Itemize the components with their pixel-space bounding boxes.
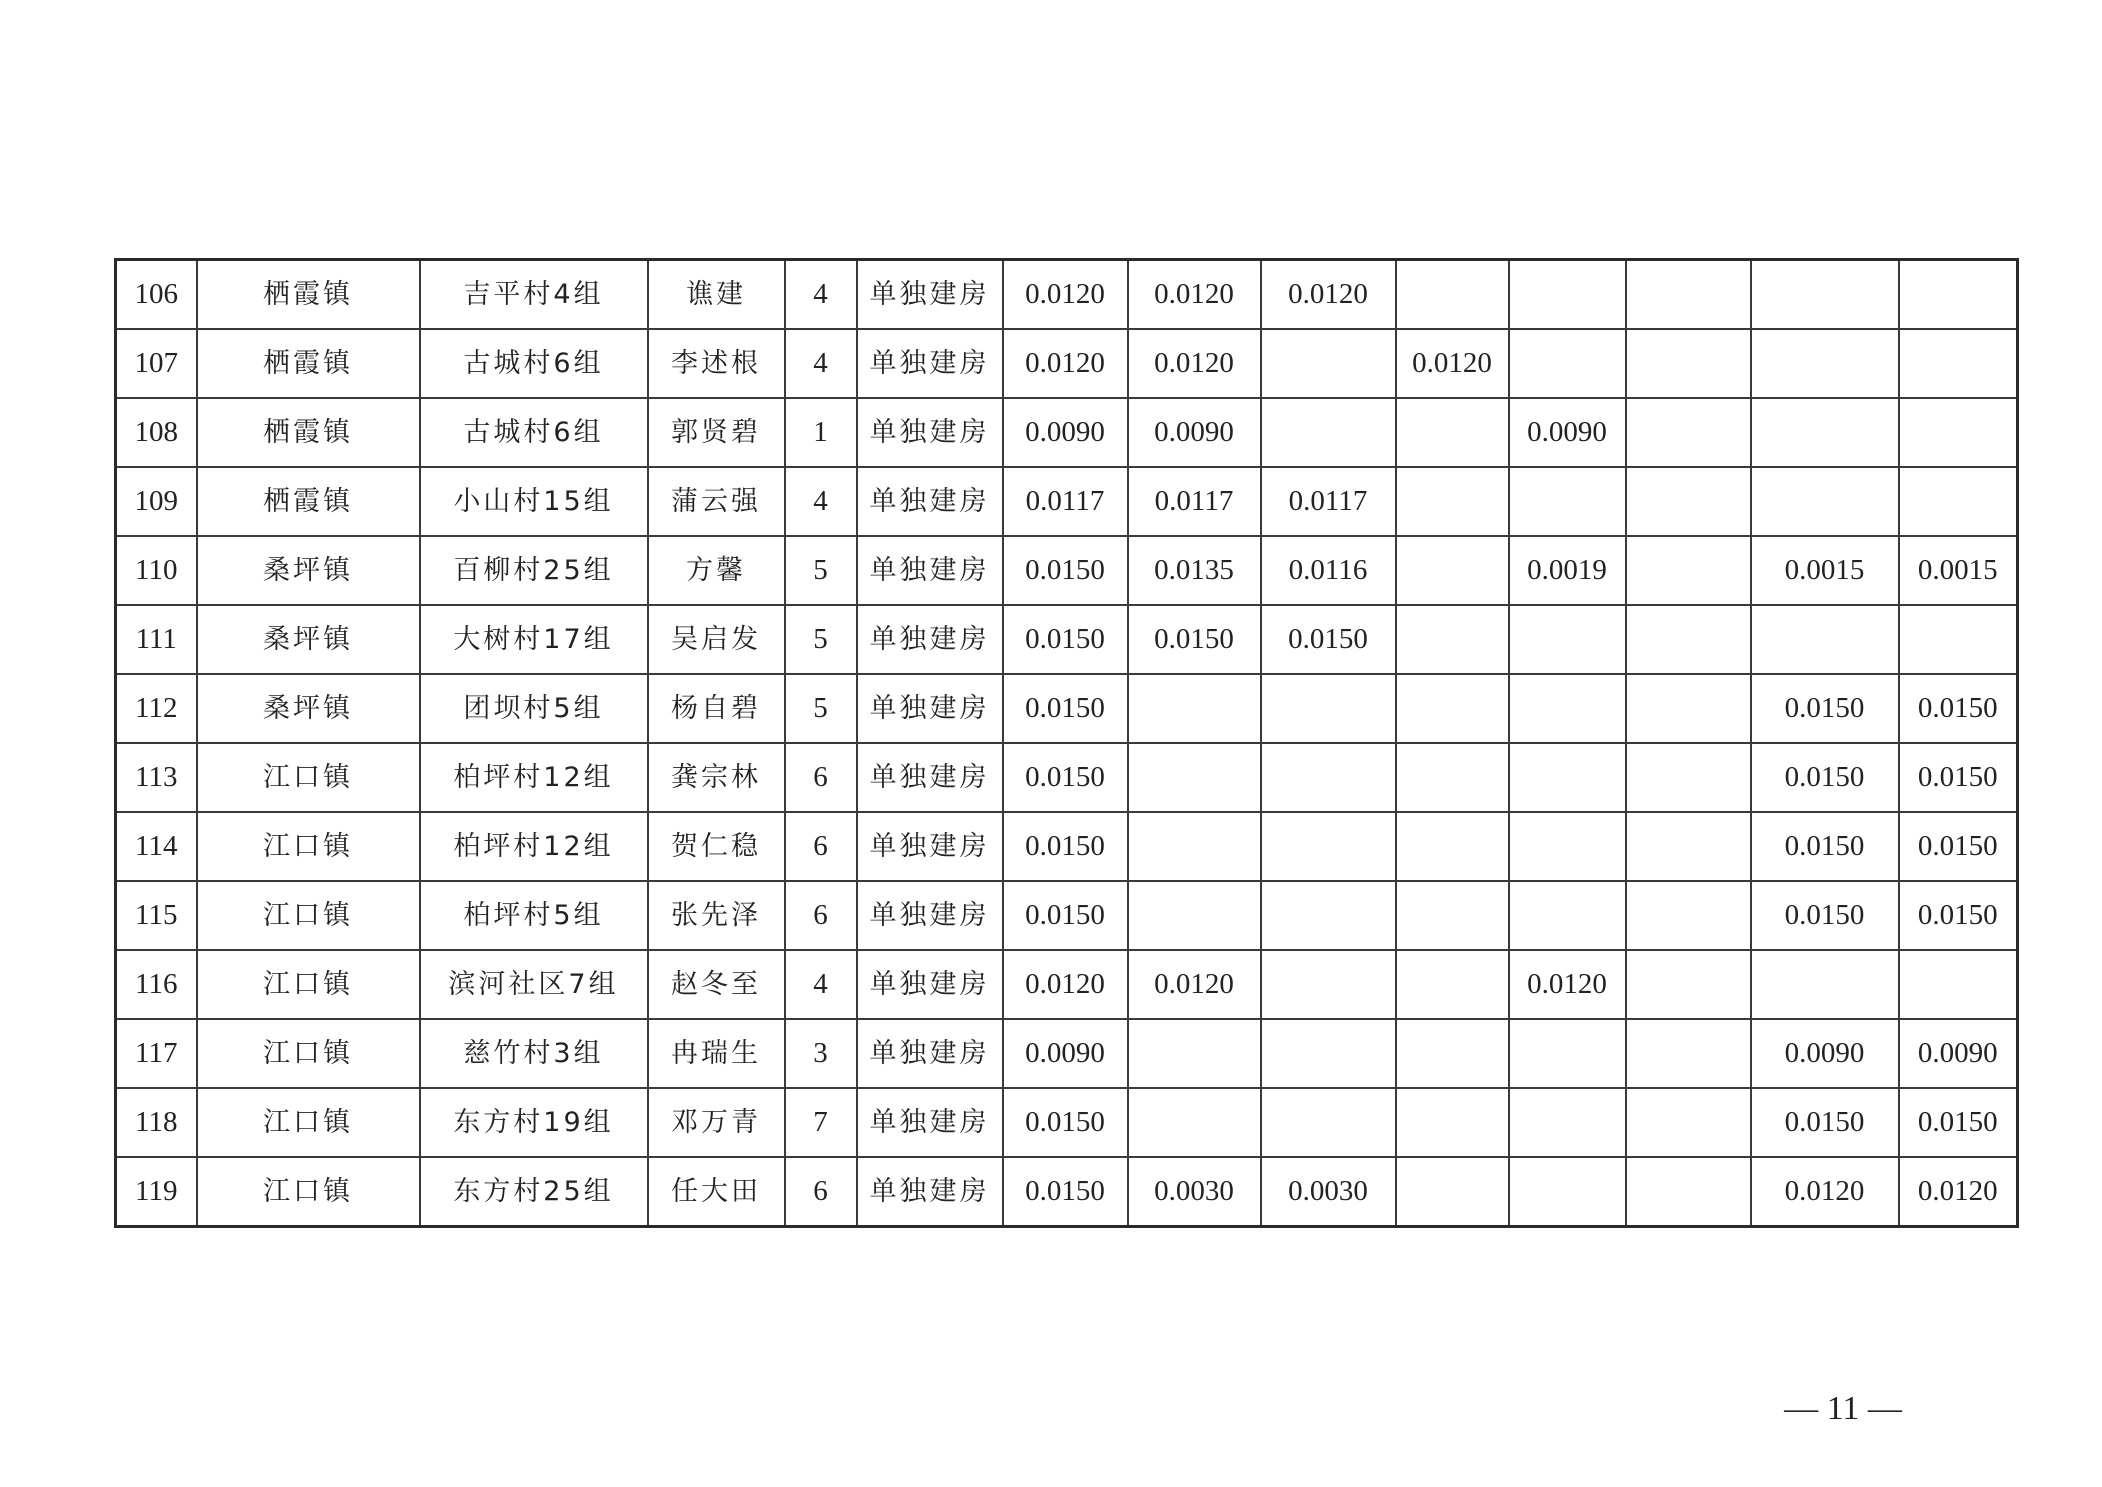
area-cell	[1626, 467, 1751, 536]
area-cell: 0.0150	[1261, 605, 1396, 674]
area-cell: 0.0150	[1003, 536, 1128, 605]
table-row	[116, 467, 2018, 536]
town-cell: 江口镇	[197, 950, 420, 1019]
village-group-cell: 小山村15组	[420, 467, 648, 536]
area-cell	[1899, 467, 2018, 536]
area-cell: 0.0120	[1128, 260, 1261, 330]
construction-type-cell: 单独建房	[857, 467, 1003, 536]
construction-type-cell: 单独建房	[857, 536, 1003, 605]
household-size-cell: 6	[785, 743, 857, 812]
area-cell	[1396, 1019, 1509, 1088]
town-cell: 桑坪镇	[197, 605, 420, 674]
area-cell	[1626, 536, 1751, 605]
town-cell: 江口镇	[197, 1157, 420, 1227]
household-size-cell: 5	[785, 674, 857, 743]
applicant-name-cell: 任大田	[648, 1157, 785, 1227]
area-cell: 0.0150	[1003, 605, 1128, 674]
area-cell	[1128, 674, 1261, 743]
area-cell: 0.0120	[1751, 1157, 1899, 1227]
area-cell: 0.0150	[1003, 674, 1128, 743]
table-row	[116, 605, 2018, 674]
area-cell: 0.0150	[1751, 674, 1899, 743]
area-cell	[1128, 1088, 1261, 1157]
village-group-cell: 百柳村25组	[420, 536, 648, 605]
area-cell	[1396, 398, 1509, 467]
area-cell: 0.0030	[1128, 1157, 1261, 1227]
area-cell	[1626, 950, 1751, 1019]
household-size-cell: 6	[785, 881, 857, 950]
area-cell	[1751, 398, 1899, 467]
applicant-name-cell: 冉瑞生	[648, 1019, 785, 1088]
area-cell	[1396, 605, 1509, 674]
construction-type-cell: 单独建房	[857, 950, 1003, 1019]
construction-type-cell: 单独建房	[857, 329, 1003, 398]
row-number-cell: 108	[116, 398, 197, 467]
area-cell	[1751, 329, 1899, 398]
row-number-cell: 112	[116, 674, 197, 743]
row-number-cell: 115	[116, 881, 197, 950]
village-group-cell: 吉平村4组	[420, 260, 648, 330]
area-cell	[1261, 812, 1396, 881]
area-cell: 0.0090	[1003, 398, 1128, 467]
area-cell	[1396, 812, 1509, 881]
area-cell: 0.0150	[1899, 743, 2018, 812]
household-size-cell: 4	[785, 467, 857, 536]
area-cell	[1626, 674, 1751, 743]
construction-type-cell: 单独建房	[857, 1088, 1003, 1157]
row-number-cell: 111	[116, 605, 197, 674]
household-size-cell: 4	[785, 329, 857, 398]
area-cell	[1626, 260, 1751, 330]
area-cell	[1396, 1088, 1509, 1157]
area-cell	[1261, 674, 1396, 743]
area-cell: 0.0090	[1003, 1019, 1128, 1088]
applicant-name-cell: 李述根	[648, 329, 785, 398]
area-cell	[1509, 674, 1626, 743]
area-cell	[1626, 1088, 1751, 1157]
applicant-name-cell: 吴启发	[648, 605, 785, 674]
area-cell	[1261, 398, 1396, 467]
area-cell: 0.0150	[1899, 812, 2018, 881]
area-cell: 0.0090	[1509, 398, 1626, 467]
page-number: — 11 —	[1784, 1390, 1902, 1427]
household-size-cell: 4	[785, 950, 857, 1019]
town-cell: 栖霞镇	[197, 329, 420, 398]
area-cell	[1626, 329, 1751, 398]
area-cell	[1899, 260, 2018, 330]
table-row	[116, 674, 2018, 743]
area-cell: 0.0120	[1261, 260, 1396, 330]
area-cell: 0.0150	[1899, 674, 2018, 743]
area-cell	[1128, 812, 1261, 881]
area-cell: 0.0150	[1003, 881, 1128, 950]
construction-type-cell: 单独建房	[857, 743, 1003, 812]
construction-type-cell: 单独建房	[857, 1157, 1003, 1227]
area-cell	[1509, 329, 1626, 398]
area-cell	[1396, 881, 1509, 950]
village-group-cell: 古城村6组	[420, 329, 648, 398]
area-cell: 0.0150	[1751, 743, 1899, 812]
applicant-name-cell: 张先泽	[648, 881, 785, 950]
village-group-cell: 慈竹村3组	[420, 1019, 648, 1088]
area-cell: 0.0150	[1899, 881, 2018, 950]
applicant-name-cell: 方馨	[648, 536, 785, 605]
table-body	[116, 260, 2018, 1227]
household-size-cell: 6	[785, 812, 857, 881]
area-cell: 0.0120	[1509, 950, 1626, 1019]
household-size-cell: 7	[785, 1088, 857, 1157]
row-number-cell: 117	[116, 1019, 197, 1088]
construction-type-cell: 单独建房	[857, 605, 1003, 674]
area-cell	[1899, 329, 2018, 398]
area-cell	[1261, 743, 1396, 812]
area-cell	[1626, 743, 1751, 812]
area-cell: 0.0150	[1899, 1088, 2018, 1157]
area-cell: 0.0117	[1003, 467, 1128, 536]
construction-type-cell: 单独建房	[857, 881, 1003, 950]
area-cell	[1626, 881, 1751, 950]
area-cell: 0.0150	[1003, 1088, 1128, 1157]
household-size-cell: 3	[785, 1019, 857, 1088]
household-size-cell: 6	[785, 1157, 857, 1227]
area-cell	[1509, 812, 1626, 881]
area-cell	[1899, 398, 2018, 467]
area-cell: 0.0015	[1751, 536, 1899, 605]
area-cell	[1396, 1157, 1509, 1227]
area-cell	[1261, 881, 1396, 950]
area-cell: 0.0150	[1751, 1088, 1899, 1157]
town-cell: 江口镇	[197, 1088, 420, 1157]
village-group-cell: 柏坪村12组	[420, 743, 648, 812]
household-size-cell: 5	[785, 605, 857, 674]
applicant-name-cell: 蒲云强	[648, 467, 785, 536]
table-row	[116, 398, 2018, 467]
area-cell	[1396, 260, 1509, 330]
town-cell: 栖霞镇	[197, 398, 420, 467]
town-cell: 栖霞镇	[197, 260, 420, 330]
village-group-cell: 大树村17组	[420, 605, 648, 674]
village-group-cell: 滨河社区7组	[420, 950, 648, 1019]
row-number-cell: 113	[116, 743, 197, 812]
applicant-name-cell: 郭贤碧	[648, 398, 785, 467]
village-group-cell: 古城村6组	[420, 398, 648, 467]
area-cell	[1261, 950, 1396, 1019]
area-cell: 0.0135	[1128, 536, 1261, 605]
area-cell	[1899, 605, 2018, 674]
town-cell: 江口镇	[197, 1019, 420, 1088]
table-row	[116, 812, 2018, 881]
area-cell: 0.0120	[1128, 950, 1261, 1019]
area-cell	[1396, 536, 1509, 605]
area-cell	[1128, 881, 1261, 950]
construction-type-cell: 单独建房	[857, 260, 1003, 330]
area-cell: 0.0120	[1396, 329, 1509, 398]
construction-type-cell: 单独建房	[857, 1019, 1003, 1088]
applicant-name-cell: 赵冬至	[648, 950, 785, 1019]
area-cell	[1509, 605, 1626, 674]
area-cell	[1261, 1088, 1396, 1157]
village-group-cell: 东方村25组	[420, 1157, 648, 1227]
area-cell	[1626, 605, 1751, 674]
applicant-name-cell: 谯建	[648, 260, 785, 330]
area-cell: 0.0030	[1261, 1157, 1396, 1227]
area-cell	[1751, 950, 1899, 1019]
area-cell	[1626, 1157, 1751, 1227]
area-cell: 0.0150	[1128, 605, 1261, 674]
area-cell	[1261, 1019, 1396, 1088]
area-cell: 0.0120	[1003, 260, 1128, 330]
area-cell	[1626, 398, 1751, 467]
area-cell: 0.0090	[1751, 1019, 1899, 1088]
area-cell	[1509, 467, 1626, 536]
area-cell: 0.0120	[1899, 1157, 2018, 1227]
construction-type-cell: 单独建房	[857, 398, 1003, 467]
area-cell: 0.0116	[1261, 536, 1396, 605]
village-group-cell: 柏坪村5组	[420, 881, 648, 950]
table-row	[116, 536, 2018, 605]
area-cell: 0.0150	[1003, 743, 1128, 812]
applicant-name-cell: 杨自碧	[648, 674, 785, 743]
table-row	[116, 329, 2018, 398]
row-number-cell: 114	[116, 812, 197, 881]
area-cell	[1509, 1019, 1626, 1088]
town-cell: 江口镇	[197, 812, 420, 881]
area-cell	[1899, 950, 2018, 1019]
household-size-cell: 5	[785, 536, 857, 605]
table-row	[116, 1088, 2018, 1157]
area-cell: 0.0120	[1003, 950, 1128, 1019]
area-cell	[1509, 1157, 1626, 1227]
table-row	[116, 260, 2018, 330]
village-group-cell: 东方村19组	[420, 1088, 648, 1157]
area-cell	[1626, 812, 1751, 881]
table-row	[116, 1157, 2018, 1227]
table-row	[116, 743, 2018, 812]
table-row	[116, 950, 2018, 1019]
row-number-cell: 109	[116, 467, 197, 536]
area-cell: 0.0150	[1003, 812, 1128, 881]
applicant-name-cell: 龚宗林	[648, 743, 785, 812]
area-cell	[1128, 1019, 1261, 1088]
area-cell: 0.0150	[1751, 812, 1899, 881]
area-cell: 0.0150	[1003, 1157, 1128, 1227]
area-cell: 0.0015	[1899, 536, 2018, 605]
construction-type-cell: 单独建房	[857, 674, 1003, 743]
area-cell: 0.0090	[1128, 398, 1261, 467]
area-cell: 0.0019	[1509, 536, 1626, 605]
area-cell: 0.0120	[1128, 329, 1261, 398]
town-cell: 桑坪镇	[197, 674, 420, 743]
area-cell	[1396, 743, 1509, 812]
area-cell	[1396, 950, 1509, 1019]
area-cell	[1751, 605, 1899, 674]
land-use-table	[114, 258, 2019, 1228]
area-cell	[1396, 467, 1509, 536]
row-number-cell: 107	[116, 329, 197, 398]
area-cell	[1128, 743, 1261, 812]
row-number-cell: 118	[116, 1088, 197, 1157]
household-size-cell: 4	[785, 260, 857, 330]
construction-type-cell: 单独建房	[857, 812, 1003, 881]
row-number-cell: 119	[116, 1157, 197, 1227]
area-cell: 0.0117	[1261, 467, 1396, 536]
table-row	[116, 881, 2018, 950]
row-number-cell: 116	[116, 950, 197, 1019]
area-cell: 0.0117	[1128, 467, 1261, 536]
area-cell	[1751, 467, 1899, 536]
applicant-name-cell: 贺仁稳	[648, 812, 785, 881]
area-cell	[1509, 743, 1626, 812]
area-cell: 0.0120	[1003, 329, 1128, 398]
row-number-cell: 106	[116, 260, 197, 330]
area-cell	[1626, 1019, 1751, 1088]
village-group-cell: 柏坪村12组	[420, 812, 648, 881]
town-cell: 江口镇	[197, 881, 420, 950]
area-cell: 0.0150	[1751, 881, 1899, 950]
area-cell: 0.0090	[1899, 1019, 2018, 1088]
village-group-cell: 团坝村5组	[420, 674, 648, 743]
row-number-cell: 110	[116, 536, 197, 605]
area-cell	[1509, 1088, 1626, 1157]
area-cell	[1751, 260, 1899, 330]
town-cell: 江口镇	[197, 743, 420, 812]
household-size-cell: 1	[785, 398, 857, 467]
area-cell	[1396, 674, 1509, 743]
applicant-name-cell: 邓万青	[648, 1088, 785, 1157]
area-cell	[1509, 881, 1626, 950]
town-cell: 栖霞镇	[197, 467, 420, 536]
town-cell: 桑坪镇	[197, 536, 420, 605]
area-cell	[1509, 260, 1626, 330]
area-cell	[1261, 329, 1396, 398]
table-row	[116, 1019, 2018, 1088]
